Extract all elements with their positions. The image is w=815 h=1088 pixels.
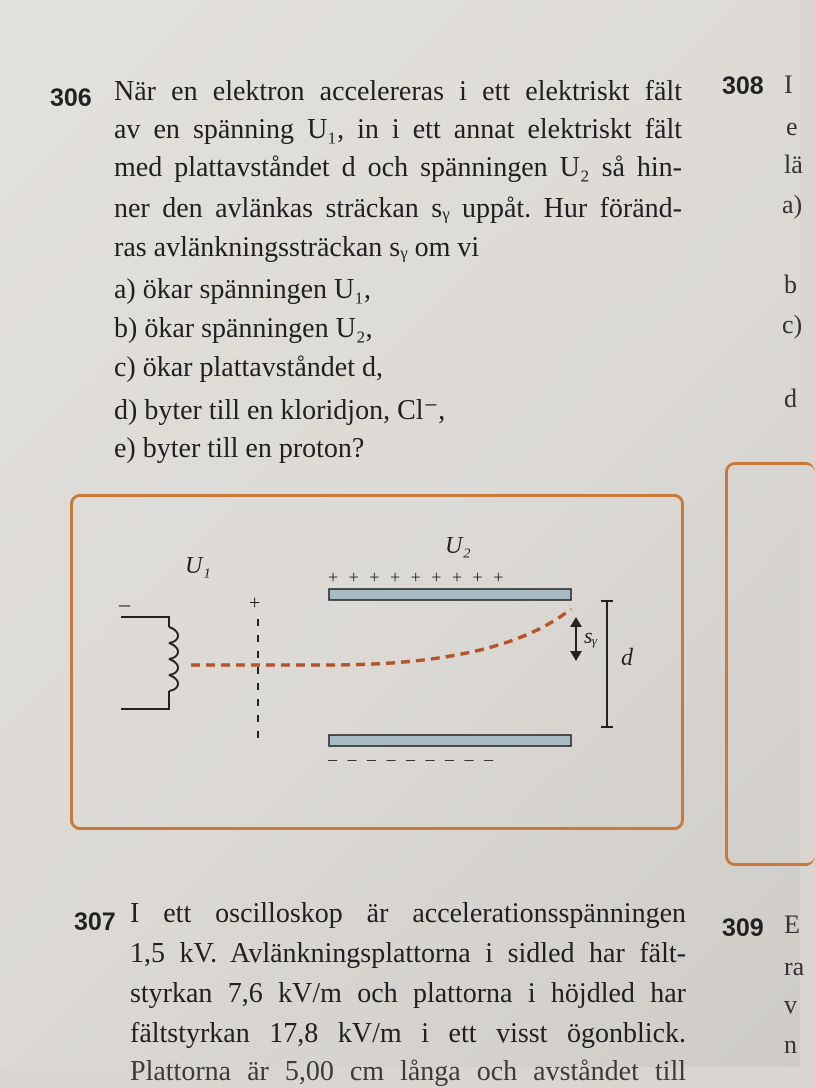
problem-307-line-4: fältstyrkan 17,8 kV/m i ett visst ögonblick. (130, 1018, 686, 1049)
problem-307-line-1: I ett oscilloskop är accelerationsspänningen (130, 898, 686, 929)
u1-label: U₁ (185, 553, 211, 579)
option-b: b) ökar spänningen U₂, (114, 313, 373, 344)
right-frag-6: c) (782, 310, 803, 339)
deflection-figure (70, 494, 684, 830)
grid-plus-sign: + (249, 592, 261, 614)
problem-306-line-4: ner den avlänkas sträckan sᵧ uppåt. Hur föränd- (114, 193, 682, 224)
bottom-deflection-plate (329, 735, 571, 746)
right-frag-5: b (784, 270, 797, 299)
u2-label: U₂ (445, 533, 471, 559)
problem-number-307: 307 (74, 908, 116, 936)
option-e: e) byter till en proton? (114, 433, 365, 464)
right-frag-10: v (784, 990, 797, 1019)
right-frag-9: ra (784, 952, 805, 981)
right-frag-4: a) (782, 190, 803, 219)
sy-label: sᵧ (584, 623, 598, 648)
deflection-diagram (73, 497, 681, 827)
right-frag-3: lä (784, 150, 803, 179)
filament-coil-icon (169, 627, 178, 691)
problem-number-309: 309 (722, 914, 764, 942)
option-d: d) byter till en kloridjon, Cl⁻, (114, 395, 446, 426)
problem-number-306: 306 (50, 84, 92, 112)
top-deflection-plate (329, 589, 571, 600)
sy-arrow-up-icon (570, 617, 582, 627)
cathode-minus-sign: – (119, 591, 130, 616)
problem-306-line-1: När en elektron accelereras i ett elektriskt fält (114, 76, 682, 107)
problem-307-line-5: Plattorna är 5,00 cm långa och avståndet till (130, 1056, 686, 1087)
problem-306-line-5: ras avlänkningssträckan sᵧ om vi (114, 232, 480, 263)
problem-306-line-2: av en spänning U₁, in i ett annat elektriskt fält (114, 114, 682, 145)
option-c: c) ökar plattavståndet d, (114, 352, 384, 383)
right-frag-11: n (784, 1030, 797, 1059)
right-frag-2: e (786, 112, 798, 141)
top-plate-plus-signs: + + + + + + + + + (328, 567, 507, 587)
problem-307-line-3: styrkan 7,6 kV/m och plattorna i höjdled har (130, 978, 686, 1009)
problem-307-line-2: 1,5 kV. Avlänkningsplattorna i sidled har fält- (130, 938, 686, 969)
right-figure-frame (725, 462, 815, 866)
right-frag-1: I (784, 70, 793, 99)
d-label: d (621, 645, 633, 671)
right-frag-8: E (784, 910, 800, 939)
option-a: a) ökar spänningen U₁, (114, 274, 372, 305)
cathode-wire-bottom (121, 691, 169, 709)
right-frag-7: d (784, 384, 797, 413)
cathode-wire-top (121, 617, 169, 627)
sy-arrow-down-icon (570, 651, 582, 661)
problem-306-line-3: med plattavståndet d och spänningen U₂ så hin- (114, 152, 682, 183)
bottom-plate-minus-signs: – – – – – – – – – (328, 749, 496, 769)
problem-number-308: 308 (722, 72, 764, 100)
electron-beam-path (191, 609, 571, 665)
